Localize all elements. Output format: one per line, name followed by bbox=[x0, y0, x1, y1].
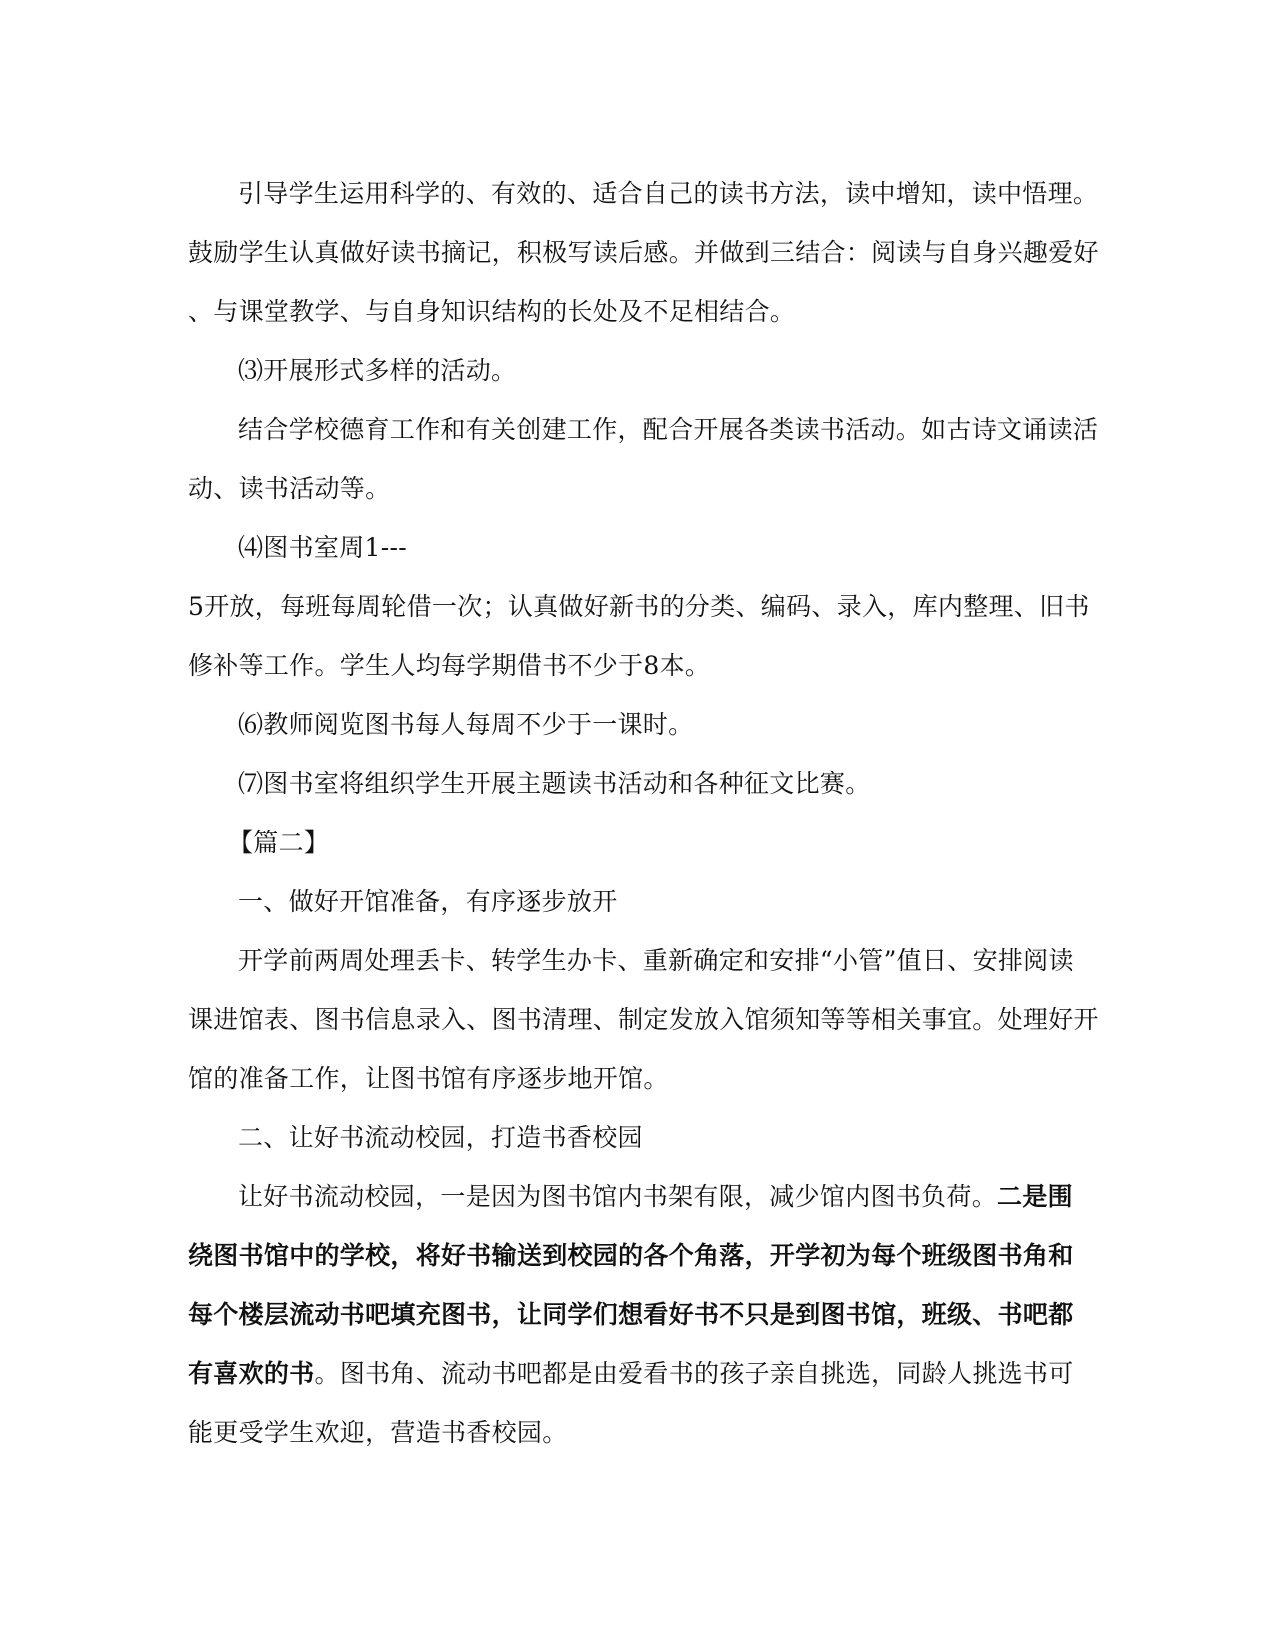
paragraph-line bbox=[188, 636, 1088, 695]
bold-text-run: 二是围 bbox=[997, 1182, 1073, 1211]
text-run: 二、让好书流动校园，打造书香校园 bbox=[238, 1123, 643, 1152]
paragraph-line bbox=[188, 1403, 1088, 1462]
text-run: 。图书角、流动书吧都是由爱看书的孩子亲自挑选，同龄人挑选书可 bbox=[314, 1359, 1074, 1388]
text-run: 开学前两周处理丢卡、转学生办卡、重新确定和安排“小管”值日、安排阅读 bbox=[238, 946, 1074, 975]
paragraph-line bbox=[188, 1285, 1088, 1344]
paragraph-line bbox=[188, 931, 1088, 990]
paragraph-line bbox=[188, 1344, 1088, 1403]
text-run: 一、做好开馆准备，有序逐步放开 bbox=[238, 887, 618, 916]
section-subheading bbox=[188, 1108, 1088, 1167]
paragraph-line bbox=[188, 400, 1099, 459]
text-run: ⑷图书室周1--- bbox=[238, 533, 407, 562]
list-item-heading bbox=[188, 341, 1088, 400]
paragraph-line bbox=[188, 459, 1088, 518]
list-item bbox=[188, 754, 1088, 813]
paragraph-line bbox=[188, 223, 1099, 282]
list-item-heading bbox=[188, 518, 1088, 577]
bold-text-run: 有喜欢的书 bbox=[188, 1359, 315, 1388]
document-body bbox=[188, 164, 1099, 1462]
text-run: 结合学校德育工作和有关创建工作，配合开展各类读书活动。如古诗文诵读活 bbox=[238, 415, 1099, 444]
text-run: 动、读书活动等。 bbox=[188, 474, 391, 503]
text-run: 能更受学生欢迎，营造书香校园。 bbox=[188, 1418, 568, 1447]
text-run: 【篇二】 bbox=[228, 828, 330, 857]
bold-text-run: 每个楼层流动书吧填充图书，让同学们想看好书不只是到图书馆，班级、书吧都 bbox=[188, 1300, 1074, 1329]
list-item bbox=[188, 695, 1088, 754]
paragraph-line bbox=[188, 1049, 1088, 1108]
bold-text-run: 绕图书馆中的学校，将好书输送到校园的各个角落，开学初为每个班级图书角和 bbox=[188, 1241, 1074, 1270]
text-run: 鼓励学生认真做好读书摘记，积极写读后感。并做到三结合：阅读与自身兴趣爱好 bbox=[188, 238, 1099, 267]
text-run: 修补等工作。学生人均每学期借书不少于8本。 bbox=[188, 651, 711, 680]
section-subheading bbox=[188, 872, 1088, 931]
paragraph-line bbox=[188, 990, 1099, 1049]
paragraph-line bbox=[188, 1226, 1088, 1285]
paragraph-line bbox=[188, 1167, 1088, 1226]
text-run: ⑶开展形式多样的活动。 bbox=[238, 356, 517, 385]
section-heading bbox=[188, 813, 1088, 872]
paragraph-line bbox=[188, 282, 1088, 341]
text-run: ⑺图书室将组织学生开展主题读书活动和各种征文比赛。 bbox=[238, 769, 871, 798]
text-run: 5开放，每班每周轮借一次；认真做好新书的分类、编码、录入，库内整理、旧书 bbox=[188, 592, 1090, 621]
text-run: 、与课堂教学、与自身知识结构的长处及不足相结合。 bbox=[188, 297, 796, 326]
text-run: ⑹教师阅览图书每人每周不少于一课时。 bbox=[238, 710, 694, 739]
paragraph-line bbox=[188, 577, 1088, 636]
text-run: 引导学生运用科学的、有效的、适合自己的读书方法，读中增知，读中悟理。 bbox=[238, 179, 1099, 208]
text-run: 课进馆表、图书信息录入、图书清理、制定发放入馆须知等等相关事宜。处理好开 bbox=[188, 1005, 1099, 1034]
paragraph-line bbox=[188, 164, 1099, 223]
text-run: 馆的准备工作，让图书馆有序逐步地开馆。 bbox=[188, 1064, 669, 1093]
text-run: 让好书流动校园，一是因为图书馆内书架有限，减少馆内图书负荷。 bbox=[238, 1182, 998, 1211]
